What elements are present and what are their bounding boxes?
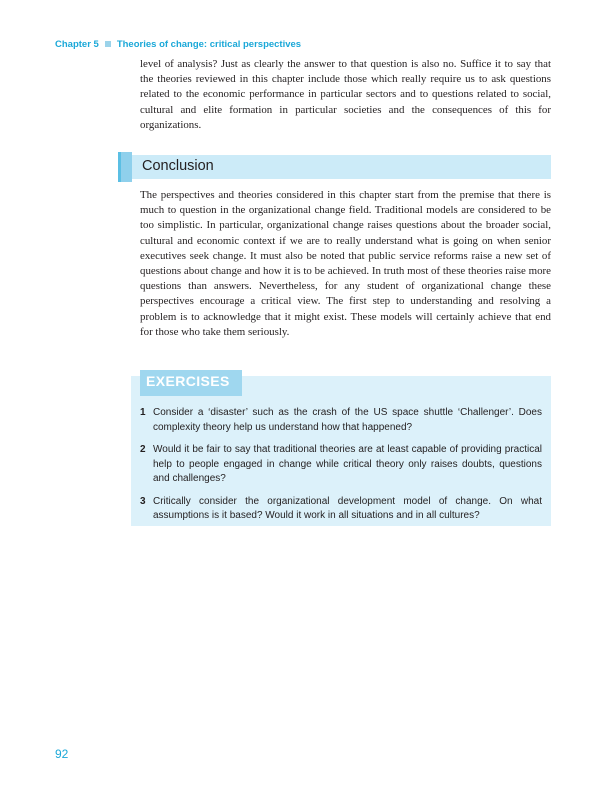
exercise-text: Critically consider the organizational development model of change. On what assumptions is it based? Would it work in all situations and in all cultures? <box>153 495 542 521</box>
chapter-title: Theories of change: critical perspectives <box>116 39 302 50</box>
separator-square-icon <box>105 41 111 47</box>
page-number: 92 <box>55 747 69 761</box>
conclusion-heading: Conclusion <box>142 158 214 174</box>
exercise-list <box>140 406 542 532</box>
exercise-text: Consider a ‘disaster’ such as the crash of the US space shuttle ‘Challenger’. Does complexity theory help us understand how that happened? <box>153 407 542 433</box>
exercise-number: 2 <box>140 444 146 455</box>
exercise-number: 1 <box>140 407 146 418</box>
exercise-text: Would it be fair to say that traditional theories are at least capable of providing practical help to people engaged in change while critical theory only raises doubts, questions and challenges? <box>153 444 542 484</box>
exercise-number: 3 <box>140 495 146 507</box>
exercise-item <box>140 443 542 487</box>
intro-paragraph: level of analysis? Just as clearly the answer to that question is also no. Suffice it to say that the theories reviewed in this chapter include those which really require us to ask questions related to the economic performance in particular sectors and to questions related to social, cultural and elite formation in particular societies and the consequences of this for organizations. <box>140 58 551 131</box>
exercise-item <box>140 495 542 524</box>
exercise-item <box>140 406 542 435</box>
running-head <box>55 39 301 50</box>
exercises-heading: EXERCISES <box>146 373 230 389</box>
conclusion-paragraph: The perspectives and theories considered in this chapter start from the premise that there is much to question in the organizational change field. Traditional models are considered to be too simplistic. In particular, organizational change raises questions about the broader social, cultural and economic context if we are to really understand what is going on when senior executives seek change. It must also be noted that public service reforms raise a new set of questions about change and how it is to be achieved. In truth most of these theories raise more questions than answers. Nevertheless, for any student of organizational change these perspectives encourage a critical view. The first step to understanding and resolving a problem is to acknowledge that it might exist. These models will certainly achieve that end for those who take them seriously. <box>140 189 551 338</box>
chapter-label: Chapter 5 <box>55 39 99 50</box>
conclusion-accent-marker <box>118 152 132 182</box>
